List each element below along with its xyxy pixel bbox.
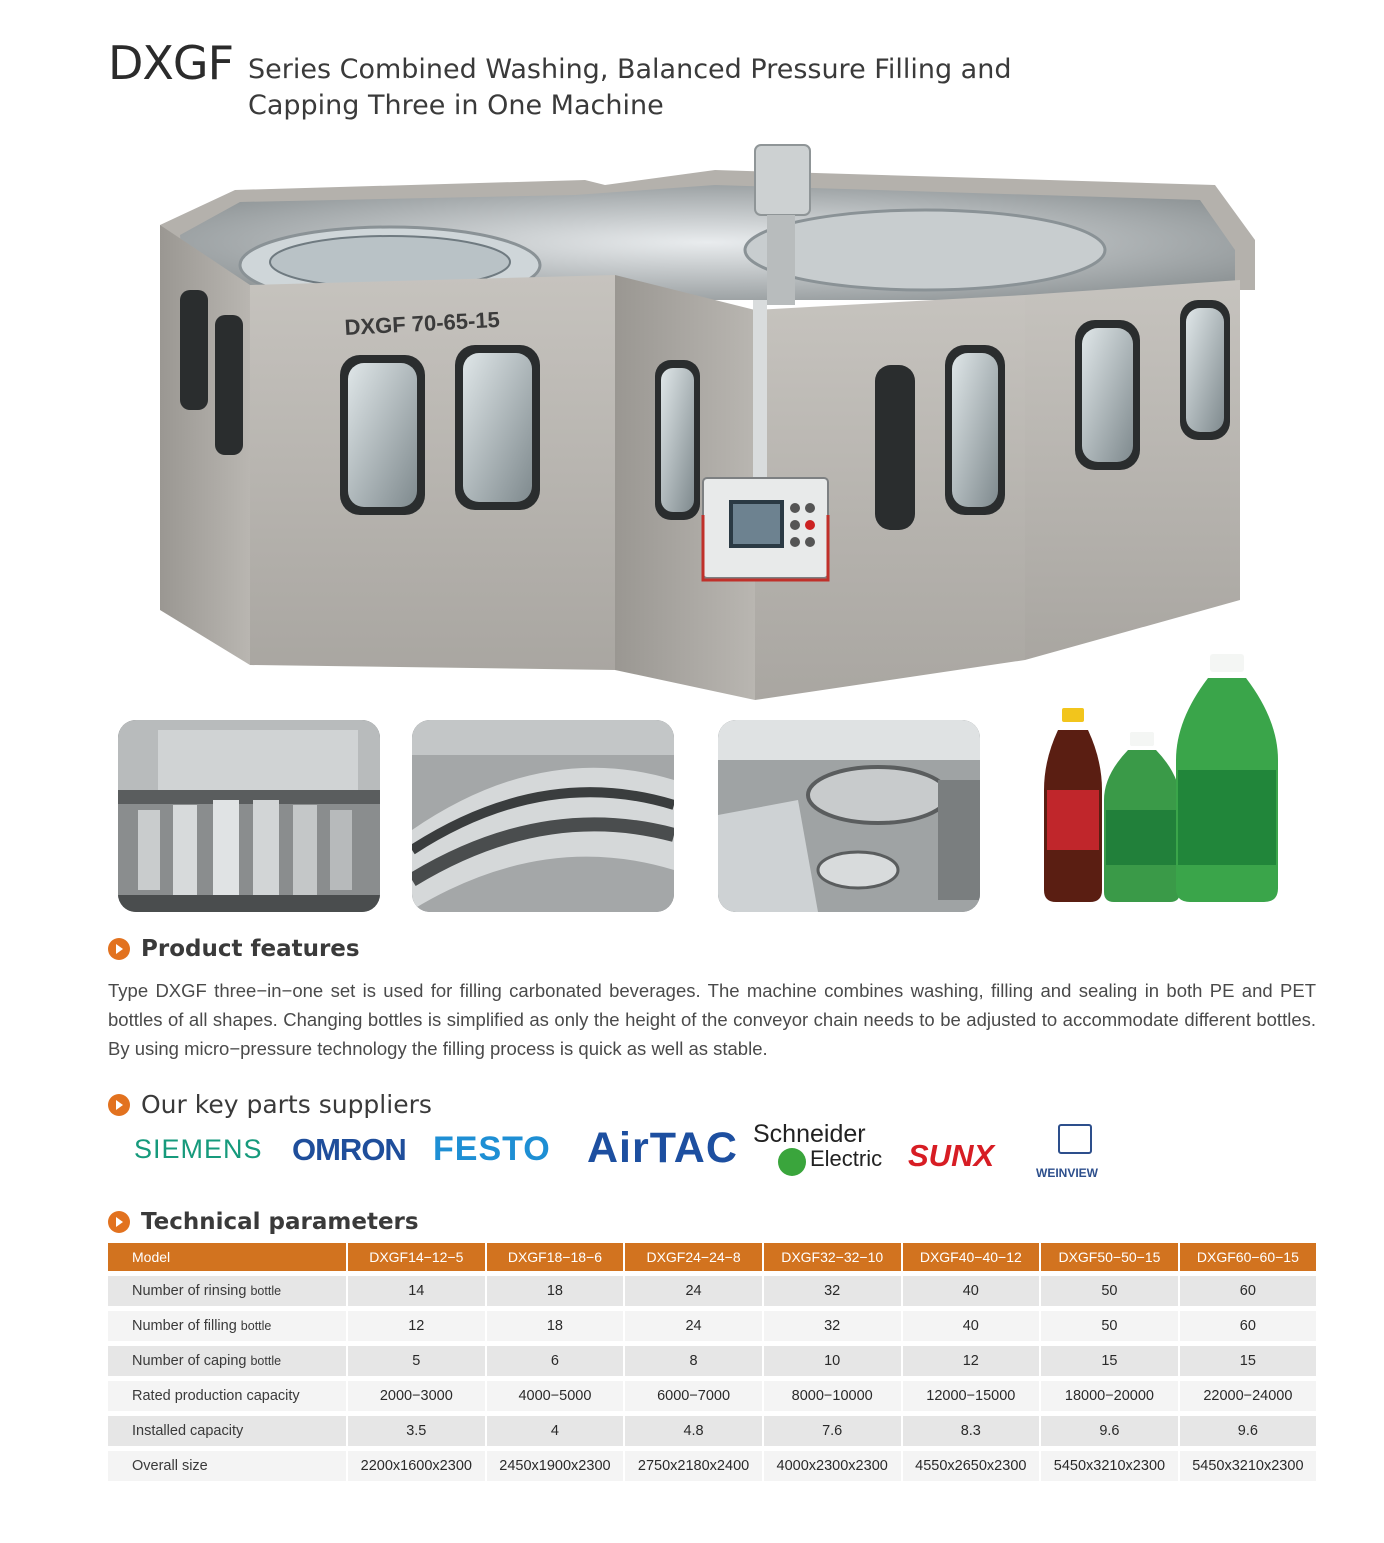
cell: 10 [764, 1341, 903, 1376]
table-row [108, 1271, 1316, 1306]
header-model-3: DXGF24−24−8 [625, 1243, 764, 1271]
cell: 2450x1900x2300 [487, 1446, 626, 1481]
cell: 60 [1180, 1306, 1316, 1341]
cell: 50 [1041, 1306, 1180, 1341]
airtac-logo: AirTAC [587, 1124, 738, 1172]
row-label [108, 1376, 348, 1411]
cell: 22000−24000 [1180, 1376, 1316, 1411]
cell: 8 [625, 1341, 764, 1376]
row-label [108, 1411, 348, 1446]
cell: 4 [487, 1411, 626, 1446]
row-label [108, 1271, 348, 1306]
weinview-logo: WEINVIEW [1036, 1166, 1098, 1180]
cell: 24 [625, 1306, 764, 1341]
features-heading [108, 936, 360, 962]
cell: 15 [1041, 1341, 1180, 1376]
schneider-emblem-icon [778, 1148, 806, 1176]
festo-logo: FESTO [433, 1130, 551, 1168]
cell: 15 [1180, 1341, 1316, 1376]
arrow-bullet-icon [108, 938, 130, 960]
cell: 12 [903, 1341, 1042, 1376]
cell: 18000−20000 [1041, 1376, 1180, 1411]
row-label-text: Number of caping [132, 1353, 247, 1369]
cell: 2200x1600x2300 [348, 1446, 487, 1481]
cell: 9.6 [1180, 1411, 1316, 1446]
machine-label: DXGF 70-65-15 [343, 306, 501, 340]
cell: 3.5 [348, 1411, 487, 1446]
cell: 9.6 [1041, 1411, 1180, 1446]
cell: 40 [903, 1306, 1042, 1341]
header-model-6: DXGF50−50−15 [1041, 1243, 1180, 1271]
table-row [108, 1306, 1316, 1341]
row-unit: bottle [250, 1354, 282, 1368]
row-label [108, 1341, 348, 1376]
supplier-logos [130, 1118, 1130, 1188]
cell: 2750x2180x2400 [625, 1446, 764, 1481]
page-header [108, 28, 1108, 128]
row-label-text: Number of filling [132, 1318, 237, 1334]
cell: 40 [903, 1271, 1042, 1306]
cell: 18 [487, 1306, 626, 1341]
cell: 32 [764, 1306, 903, 1341]
suppliers-heading [108, 1090, 432, 1119]
suppliers-title: Our key parts suppliers [141, 1090, 432, 1119]
cell: 8000−10000 [764, 1376, 903, 1411]
technical-title: Technical parameters [141, 1209, 419, 1235]
cell: 14 [348, 1271, 487, 1306]
cell: 12000−15000 [903, 1376, 1042, 1411]
header-model-7: DXGF60−60−15 [1180, 1243, 1316, 1271]
cell: 12 [348, 1306, 487, 1341]
row-label [108, 1446, 348, 1481]
row-unit: bottle [250, 1284, 282, 1298]
photo-filling-valves [118, 720, 380, 912]
subtitle-line-2: Capping Three in One Machine [248, 90, 664, 121]
arrow-bullet-icon [108, 1094, 130, 1116]
weinview-emblem-icon [1058, 1124, 1092, 1154]
cell: 32 [764, 1271, 903, 1306]
cell: 4550x2650x2300 [903, 1446, 1042, 1481]
row-label-text: Overall size [132, 1458, 208, 1474]
sunx-logo: SUNX [908, 1138, 995, 1173]
schneider-logo-line1: Schneider [753, 1120, 866, 1148]
cell: 6000−7000 [625, 1376, 764, 1411]
header-model-4: DXGF32−32−10 [764, 1243, 903, 1271]
brand-title: DXGF [108, 36, 234, 90]
table-row [108, 1411, 1316, 1446]
machine-image [155, 140, 1260, 710]
omron-logo: OMRON [292, 1132, 406, 1167]
features-text: Type DXGF three−in−one set is used for filling carbonated beverages. The machine combines washing, filling and sealing in both PE and PET bottles of all shapes. Changing bottles is simplified as only the height of the conveyor chain needs to be adjusted to accommodate different bottles. By using micro−pressure technology the filling process is quick as well as stable. [108, 980, 1316, 1059]
cell: 5450x3210x2300 [1041, 1446, 1180, 1481]
table-row [108, 1446, 1316, 1481]
cell: 24 [625, 1271, 764, 1306]
cell: 8.3 [903, 1411, 1042, 1446]
cell: 4000x2300x2300 [764, 1446, 903, 1481]
siemens-logo: SIEMENS [134, 1134, 263, 1164]
cell: 60 [1180, 1271, 1316, 1306]
cell: 18 [487, 1271, 626, 1306]
row-label [108, 1306, 348, 1341]
cell: 5450x3210x2300 [1180, 1446, 1316, 1481]
cell: 5 [348, 1341, 487, 1376]
row-unit: bottle [240, 1319, 272, 1333]
row-label-text: Rated production capacity [132, 1388, 300, 1404]
features-title: Product features [141, 936, 360, 962]
header-model-1: DXGF14−12−5 [348, 1243, 487, 1271]
photo-rinsing-turret [412, 720, 674, 912]
parameters-table [108, 1243, 1316, 1481]
table-header-row [108, 1243, 1316, 1271]
technical-heading [108, 1209, 419, 1235]
header-model-5: DXGF40−40−12 [903, 1243, 1042, 1271]
table-row [108, 1376, 1316, 1411]
cell: 6 [487, 1341, 626, 1376]
table-row [108, 1341, 1316, 1376]
bottles-image [1030, 650, 1280, 910]
subtitle-line-1: Series Combined Washing, Balanced Pressure Filling and [248, 54, 1012, 85]
arrow-bullet-icon [108, 1211, 130, 1233]
header-model-2: DXGF18−18−6 [487, 1243, 626, 1271]
photo-capping-station [718, 720, 980, 912]
header-model: Model [108, 1243, 348, 1271]
row-label-text: Installed capacity [132, 1423, 244, 1439]
schneider-logo-line2: Electric [810, 1146, 883, 1171]
cell: 7.6 [764, 1411, 903, 1446]
cell: 4.8 [625, 1411, 764, 1446]
cell: 2000−3000 [348, 1376, 487, 1411]
cell: 4000−5000 [487, 1376, 626, 1411]
cell: 50 [1041, 1271, 1180, 1306]
row-label-text: Number of rinsing [132, 1283, 247, 1299]
